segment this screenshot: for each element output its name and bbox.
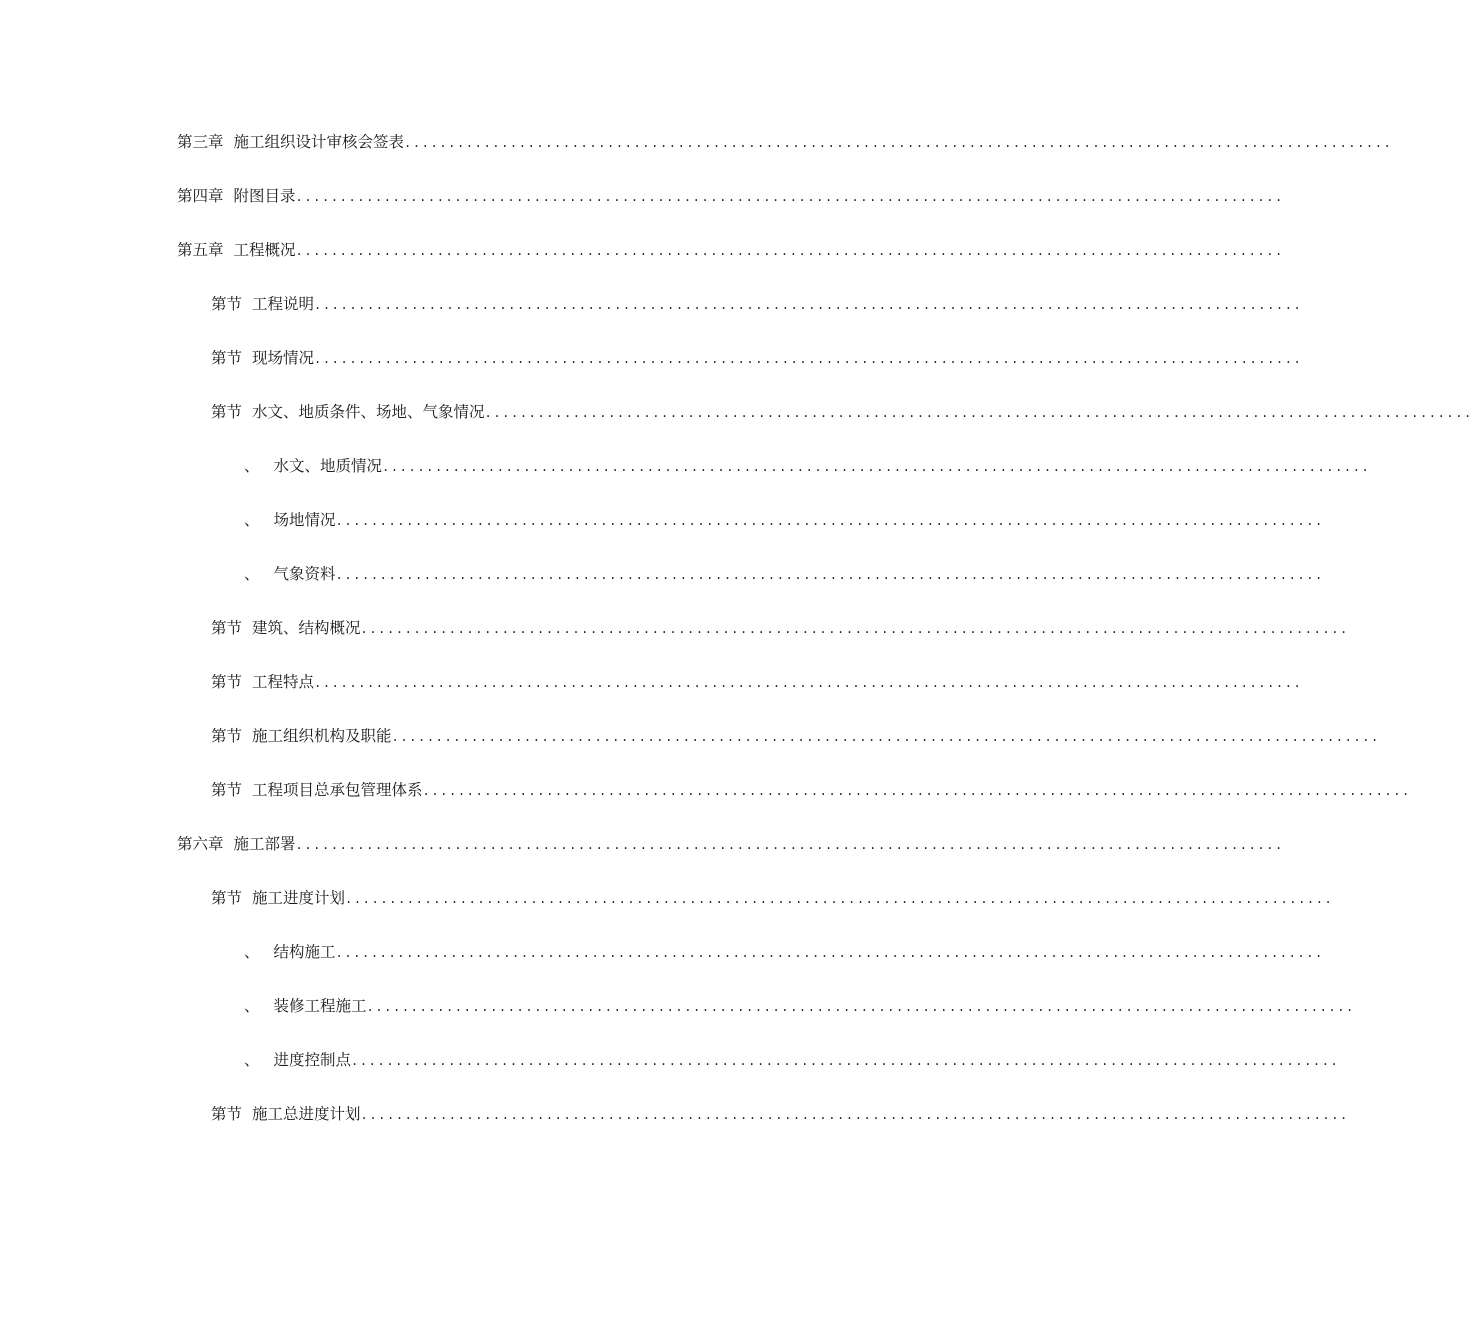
toc-entry-chapter[interactable] — [177, 128, 1393, 152]
toc-entry-chapter[interactable] — [177, 236, 1284, 260]
toc-entry-subsection[interactable] — [244, 452, 1371, 476]
toc-dot-leader: ................................................................................................................ — [345, 892, 1334, 906]
toc-entry-number: 、 — [244, 565, 260, 583]
toc-entry-title: 施工组织机构及职能 — [252, 727, 392, 745]
toc-dot-leader: ................................................................................................................ — [351, 1054, 1340, 1068]
toc-entry-number: 第节 — [211, 781, 243, 799]
toc-entry-title: 施工组织设计审核会签表 — [233, 133, 405, 151]
toc-entry-title: 水文、地质条件、场地、气象情况 — [252, 403, 485, 421]
toc-entry-section[interactable] — [211, 884, 1334, 908]
toc-entry-section[interactable] — [211, 344, 1303, 368]
toc-entry-title: 建筑、结构概况 — [252, 619, 361, 637]
toc-dot-leader: ................................................................................................................ — [484, 406, 1473, 420]
toc-entry-chapter[interactable] — [177, 182, 1284, 206]
toc-entry-number: 第节 — [211, 403, 243, 421]
toc-entry-title: 工程概况 — [233, 241, 296, 259]
toc-entry-title: 进度控制点 — [273, 1051, 352, 1069]
toc-dot-leader: ................................................................................................................ — [335, 514, 1324, 528]
toc-dot-leader: ................................................................................................................ — [335, 946, 1324, 960]
toc-entry-number: 第节 — [211, 295, 243, 313]
toc-entry-number: 第节 — [211, 349, 243, 367]
toc-entry-title: 结构施工 — [273, 943, 336, 961]
toc-entry-section[interactable] — [211, 776, 1411, 800]
toc-entry-title: 装修工程施工 — [273, 997, 367, 1015]
toc-dot-leader: ................................................................................................................ — [295, 838, 1284, 852]
toc-entry-number: 第节 — [211, 619, 243, 637]
toc-entry-subsection[interactable] — [244, 938, 1324, 962]
toc-dot-leader: ................................................................................................................ — [382, 460, 1371, 474]
toc-entry-number: 第节 — [211, 1105, 243, 1123]
toc-entry-title: 气象资料 — [273, 565, 336, 583]
toc-entry-number: 第六章 — [177, 835, 224, 853]
toc-entry-subsection[interactable] — [244, 992, 1355, 1016]
toc-dot-leader: ................................................................................................................ — [422, 784, 1411, 798]
toc-entry-section[interactable] — [211, 1100, 1349, 1124]
toc-entry-number: 第三章 — [177, 133, 224, 151]
toc-entry-title: 附图目录 — [233, 187, 296, 205]
toc-entry-subsection[interactable] — [244, 560, 1324, 584]
toc-entry-number: 、 — [244, 997, 260, 1015]
toc-entry-number: 第节 — [211, 727, 243, 745]
toc-dot-leader: ................................................................................................................ — [404, 136, 1393, 150]
toc-entry-title: 工程说明 — [252, 295, 315, 313]
toc-entry-number: 、 — [244, 1051, 260, 1069]
toc-entry-section[interactable] — [211, 398, 1473, 422]
toc-entry-number: 第节 — [211, 673, 243, 691]
toc-entry-section[interactable] — [211, 614, 1349, 638]
toc-dot-leader: ................................................................................................................ — [295, 244, 1284, 258]
toc-entry-section[interactable] — [211, 668, 1303, 692]
toc-entry-number: 第五章 — [177, 241, 224, 259]
toc-entry-title: 现场情况 — [252, 349, 315, 367]
toc-dot-leader: ................................................................................................................ — [360, 622, 1349, 636]
toc-dot-leader: ................................................................................................................ — [314, 676, 1303, 690]
toc-dot-leader: ................................................................................................................ — [295, 190, 1284, 204]
toc-entry-title: 工程项目总承包管理体系 — [252, 781, 423, 799]
toc-dot-leader: ................................................................................................................ — [366, 1000, 1355, 1014]
toc-entry-subsection[interactable] — [244, 506, 1324, 530]
toc-entry-section[interactable] — [211, 722, 1380, 746]
toc-entry-title: 施工进度计划 — [252, 889, 346, 907]
toc-entry-chapter[interactable] — [177, 830, 1284, 854]
toc-entry-section[interactable] — [211, 290, 1303, 314]
toc-entry-title: 水文、地质情况 — [273, 457, 383, 475]
toc-entry-number: 、 — [244, 943, 260, 961]
toc-dot-leader: ................................................................................................................ — [391, 730, 1380, 744]
toc-dot-leader: ................................................................................................................ — [335, 568, 1324, 582]
toc-entry-number: 、 — [244, 457, 260, 475]
toc-entry-number: 第四章 — [177, 187, 224, 205]
toc-dot-leader: ................................................................................................................ — [314, 298, 1303, 312]
toc-entry-title: 工程特点 — [252, 673, 315, 691]
toc-entry-number: 第节 — [211, 889, 243, 907]
toc-entry-title: 施工部署 — [233, 835, 296, 853]
toc-entry-title: 施工总进度计划 — [252, 1105, 361, 1123]
toc-dot-leader: ................................................................................................................ — [360, 1108, 1349, 1122]
toc-entry-subsection[interactable] — [244, 1046, 1340, 1070]
toc-dot-leader: ................................................................................................................ — [314, 352, 1303, 366]
toc-entry-title: 场地情况 — [273, 511, 336, 529]
toc-entry-number: 、 — [244, 511, 260, 529]
